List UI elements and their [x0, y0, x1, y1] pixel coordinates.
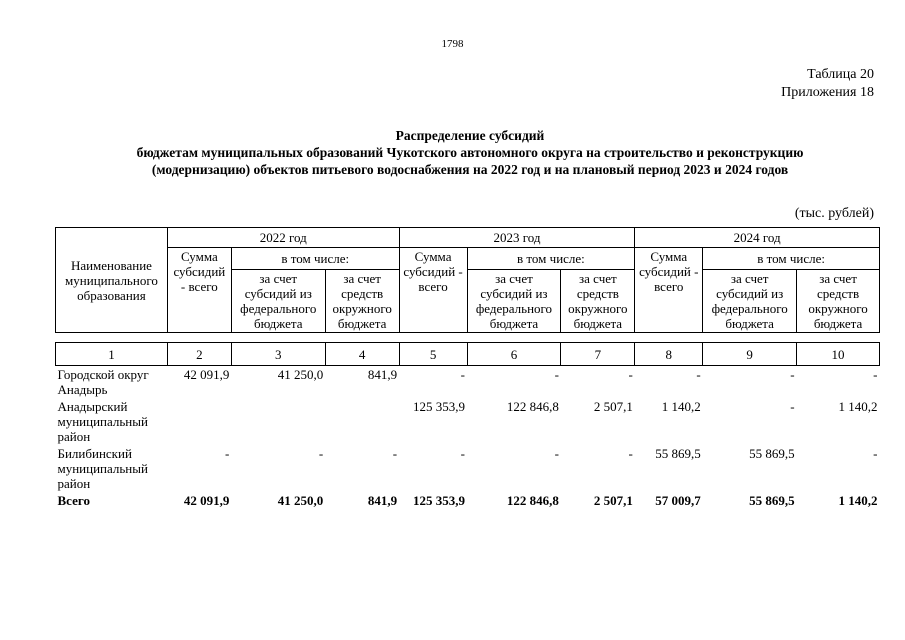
cell-value: 41 250,0 — [277, 367, 324, 382]
cell-value: - — [790, 399, 795, 414]
cell-value: - — [873, 367, 878, 382]
header-district-2023: за счет средств окружного бюджета — [561, 270, 635, 333]
cell-value: - — [318, 446, 324, 461]
column-number: 10 — [797, 343, 880, 366]
row-name: Анадырский муниципальный район — [57, 399, 148, 444]
title-line-2: бюджетам муниципальных образований Чукотского автономного округа на строительство и реконструкцию — [136, 145, 804, 160]
total-value: 55 869,5 — [749, 493, 795, 508]
cell-value: - — [873, 446, 878, 461]
column-number: 2 — [167, 343, 231, 366]
total-value: 57 009,7 — [655, 493, 701, 508]
total-value: 42 091,9 — [183, 493, 230, 508]
row-name: Билибинский муниципальный район — [57, 446, 148, 491]
cell-value: 42 091,9 — [183, 367, 230, 382]
page-number: 1798 — [441, 38, 464, 50]
header-federal-2024: за счет субсидий из федерального бюджета — [703, 270, 797, 333]
cell-value: - — [460, 446, 466, 461]
appendix-number: Приложения 18 — [781, 85, 874, 100]
header-sum-2023: Сумма субсидий - всего — [399, 248, 467, 333]
cell-value: 2 507,1 — [593, 399, 633, 414]
column-number: 6 — [467, 343, 561, 366]
total-value: 841,9 — [367, 493, 398, 508]
header-including-2024: в том числе: — [703, 248, 880, 270]
table-row — [56, 366, 880, 399]
cell-value: - — [696, 367, 701, 382]
header-district-2024: за счет средств окружного бюджета — [797, 270, 880, 333]
total-label: Всего — [57, 493, 90, 508]
header-sum-2024: Сумма субсидий - всего — [635, 248, 703, 333]
total-value: 41 250,0 — [277, 493, 324, 508]
cell-value: - — [224, 446, 230, 461]
header-federal-2023: за счет субсидий из федерального бюджета — [467, 270, 561, 333]
cell-value: 122 846,8 — [506, 399, 559, 414]
table-row — [56, 445, 880, 492]
header-district-2022: за счет средств окружного бюджета — [325, 270, 399, 333]
units-label: (тыс. рублей) — [794, 206, 874, 221]
cell-value: - — [790, 367, 795, 382]
title-line-1: Распределение субсидий — [395, 128, 545, 143]
column-number: 8 — [635, 343, 703, 366]
header-including-2023: в том числе: — [467, 248, 635, 270]
cell-value — [325, 398, 399, 445]
table-row — [56, 398, 880, 445]
cell-value: 1 140,2 — [661, 399, 701, 414]
total-value: 2 507,1 — [593, 493, 633, 508]
cell-value: 125 353,9 — [413, 399, 466, 414]
title-line-3: (модернизацию) объектов питьевого водоснабжения на 2022 год и на плановый период 2023 и 2024 годов — [151, 162, 789, 177]
cell-value: 841,9 — [367, 367, 398, 382]
header-federal-2022: за счет субсидий из федерального бюджета — [231, 270, 325, 333]
table-number: Таблица 20 — [807, 67, 874, 82]
cell-value: - — [392, 446, 398, 461]
header-year-2023: 2023 год — [399, 228, 635, 248]
cell-value: - — [554, 446, 559, 461]
header-year-2022: 2022 год — [167, 228, 399, 248]
column-number: 1 — [56, 343, 168, 366]
cell-value: 55 869,5 — [749, 446, 795, 461]
document-title — [40, 127, 900, 178]
header-year-2024: 2024 год — [635, 228, 880, 248]
total-value: 1 140,2 — [838, 493, 878, 508]
header-sum-2022: Сумма субсидий - всего — [167, 248, 231, 333]
cell-value: 55 869,5 — [655, 446, 701, 461]
cell-value: - — [628, 367, 633, 382]
header-name-column: Наименование муниципального образования — [56, 228, 168, 333]
subsidy-table — [55, 227, 880, 509]
cell-value: 1 140,2 — [838, 399, 878, 414]
total-row — [56, 492, 880, 509]
column-number: 5 — [399, 343, 467, 366]
column-number: 7 — [561, 343, 635, 366]
cell-value: - — [554, 367, 559, 382]
total-value: 122 846,8 — [506, 493, 559, 508]
cell-value: - — [628, 446, 633, 461]
cell-value: - — [460, 367, 466, 382]
column-number: 3 — [231, 343, 325, 366]
total-value: 125 353,9 — [413, 493, 466, 508]
cell-value — [231, 398, 325, 445]
column-number: 4 — [325, 343, 399, 366]
cell-value — [167, 398, 231, 445]
column-number: 9 — [703, 343, 797, 366]
table-reference — [781, 66, 874, 102]
row-name: Городской округ Анадырь — [57, 367, 149, 397]
header-including-2022: в том числе: — [231, 248, 399, 270]
